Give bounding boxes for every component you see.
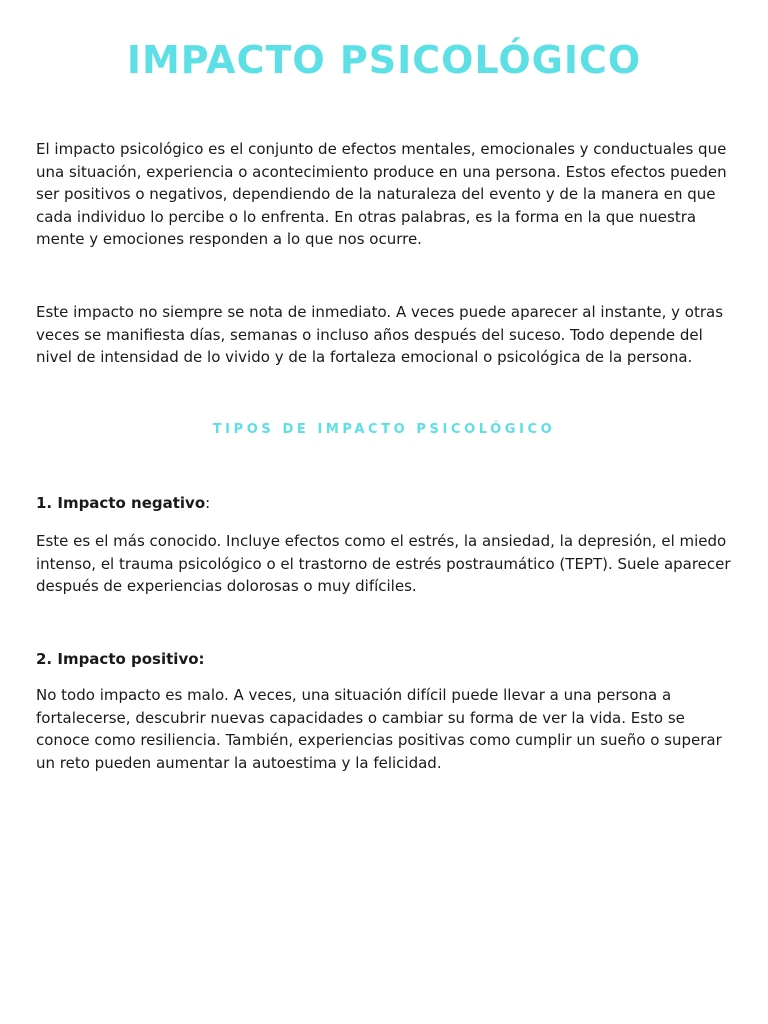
type-text-positive: No todo impacto es malo. A veces, una situación difícil puede llevar a una persona a fortalecerse, descubrir nuevas capacidades o cambiar su forma de ver la vida. Esto se conoce como resiliencia. También, experiencias positivas como cumplir un sueño o superar un reto pueden aumentar la autoestima y la felicidad. bbox=[36, 686, 722, 772]
type-text-negative: Este es el más conocido. Incluye efectos como el estrés, la ansiedad, la depresión, el miedo intenso, el trauma psicológico o el trastorno de estrés postraumático (TEPT). Suele aparecer después de experiencias dolorosas o muy difíciles. bbox=[36, 532, 731, 595]
type-heading-positive bbox=[36, 648, 736, 670]
type-heading-negative-label: 1. Impacto negativo bbox=[36, 494, 206, 512]
intro-paragraph-2: Este impacto no siempre se nota de inmediato. A veces puede aparecer al instante, y otras veces se manifiesta días, semanas o incluso años después del suceso. Todo depende del nivel de intensidad de lo vivido y de la fortaleza emocional o psicológica de la persona. bbox=[36, 303, 724, 366]
section-title: TIPOS DE IMPACTO PSICOLÓGICO bbox=[212, 422, 556, 437]
intro-paragraph-1: El impacto psicológico es el conjunto de efectos mentales, emocionales y conductuales que una situación, experiencia o acontecimiento produce en una persona. Estos efectos pueden ser positivos o negativos, dependiendo de la naturaleza del evento y de la manera en que cada individuo lo percibe o lo enfrenta. En otras palabras, es la forma en la que nuestra mente y emociones responden a lo que nos ocurre. bbox=[36, 140, 727, 248]
type-heading-negative bbox=[36, 492, 736, 514]
type-heading-negative-colon: : bbox=[205, 494, 211, 512]
page-title: IMPACTO PSICOLÓGICO bbox=[126, 38, 642, 82]
type-heading-positive-label: 2. Impacto positivo: bbox=[36, 650, 205, 668]
